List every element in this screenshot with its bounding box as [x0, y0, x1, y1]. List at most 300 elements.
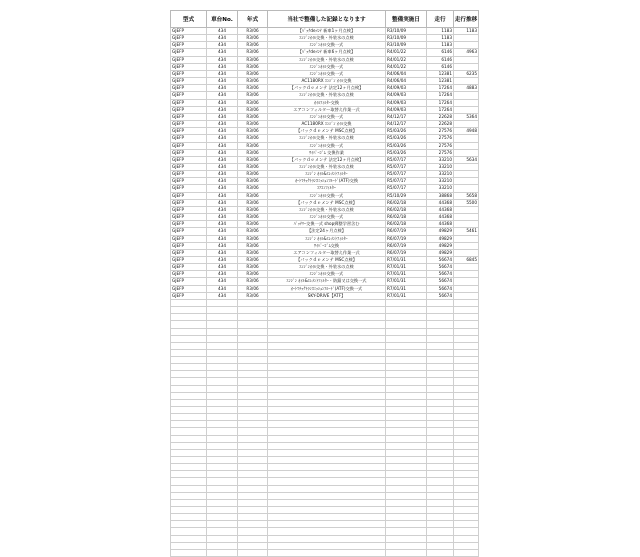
cell-description: ｴｱｺﾝﾌｨﾙﾀｰ [268, 185, 386, 192]
cell-chassis-no [207, 478, 238, 485]
cell-model [171, 314, 207, 321]
maintenance-record-sheet [170, 10, 478, 557]
cell-mileage-change: 6235 [454, 70, 479, 77]
cell-date [386, 335, 427, 342]
empty-row [171, 407, 479, 414]
cell-description: ｴﾝｼﾞﾝｵｲﾙ交換一式 [268, 214, 386, 221]
cell-model-year: R3/06 [238, 28, 268, 35]
cell-description [268, 299, 386, 306]
table-row [171, 99, 479, 106]
header-model-year: 年式 [238, 11, 268, 28]
cell-description [268, 478, 386, 485]
cell-mileage: 27576 [427, 142, 454, 149]
cell-model-year: R3/06 [238, 142, 268, 149]
table-row [171, 42, 479, 49]
cell-chassis-no [207, 414, 238, 421]
empty-row [171, 485, 479, 492]
cell-date [386, 435, 427, 442]
cell-model: GJEFP [171, 121, 207, 128]
table-row [171, 28, 479, 35]
cell-model [171, 342, 207, 349]
cell-model-year [238, 492, 268, 499]
cell-chassis-no [207, 321, 238, 328]
cell-mileage [427, 342, 454, 349]
cell-date: R5/07/17 [386, 185, 427, 192]
cell-description: SKY-DRIVE【ATF】 [268, 292, 386, 299]
cell-description: ｴﾝｼﾞﾝｵｲﾙ交換一式 [268, 113, 386, 120]
cell-mileage-change [454, 514, 479, 521]
cell-chassis-no [207, 299, 238, 306]
cell-model [171, 449, 207, 456]
cell-mileage-change [454, 399, 479, 406]
empty-row [171, 299, 479, 306]
cell-date: R6/02/18 [386, 214, 427, 221]
cell-model-year [238, 535, 268, 542]
cell-chassis-no: 434 [207, 271, 238, 278]
cell-date: R7/01/31 [386, 257, 427, 264]
cell-mileage [427, 321, 454, 328]
cell-model-year [238, 392, 268, 399]
cell-description: ｴﾝｼﾞﾝｵｲﾙ交換・外装水の点検 [268, 135, 386, 142]
cell-model-year [238, 421, 268, 428]
table-row [171, 128, 479, 135]
cell-model [171, 478, 207, 485]
header-mileage-change: 走行推移 [454, 11, 479, 28]
cell-date [386, 307, 427, 314]
cell-mileage-change [454, 385, 479, 392]
cell-description [268, 492, 386, 499]
cell-chassis-no: 434 [207, 214, 238, 221]
cell-model [171, 549, 207, 556]
cell-model [171, 414, 207, 421]
cell-mileage [427, 435, 454, 442]
table-row [171, 63, 479, 70]
table-row [171, 178, 479, 185]
cell-mileage [427, 335, 454, 342]
table-row [171, 228, 479, 235]
cell-description [268, 392, 386, 399]
cell-model [171, 507, 207, 514]
table-row [171, 78, 479, 85]
cell-description: ｴﾝｼﾞﾝｵｲﾙ交換・外装水の点検 [268, 35, 386, 42]
cell-mileage [427, 507, 454, 514]
cell-chassis-no: 434 [207, 292, 238, 299]
cell-chassis-no [207, 485, 238, 492]
cell-model: GJEFP [171, 278, 207, 285]
cell-model-year [238, 357, 268, 364]
cell-mileage [427, 392, 454, 399]
table-row [171, 142, 479, 149]
empty-row [171, 507, 479, 514]
cell-model [171, 392, 207, 399]
cell-date: R4/01/22 [386, 49, 427, 56]
cell-model-year: R3/06 [238, 106, 268, 113]
cell-mileage: 17264 [427, 92, 454, 99]
header-model: 型式 [171, 11, 207, 28]
cell-mileage-change [454, 242, 479, 249]
cell-model: GJEFP [171, 185, 207, 192]
cell-model-year: R3/06 [238, 92, 268, 99]
cell-mileage: 49829 [427, 228, 454, 235]
cell-mileage-change [454, 264, 479, 271]
cell-mileage: 44368 [427, 221, 454, 228]
cell-model: GJEFP [171, 35, 207, 42]
cell-mileage-change [454, 528, 479, 535]
cell-date [386, 535, 427, 542]
cell-description: ｴﾝｼﾞﾝｵｲﾙ交換・外装水の点検 [268, 264, 386, 271]
cell-chassis-no: 434 [207, 163, 238, 170]
cell-description [268, 371, 386, 378]
cell-date: R3/10/09 [386, 28, 427, 35]
cell-date: R4/01/22 [386, 56, 427, 63]
cell-model-year [238, 342, 268, 349]
cell-chassis-no [207, 407, 238, 414]
cell-mileage-change [454, 92, 479, 99]
cell-description [268, 514, 386, 521]
cell-chassis-no [207, 507, 238, 514]
cell-mileage-change [454, 435, 479, 442]
cell-model-year [238, 521, 268, 528]
cell-model-year [238, 528, 268, 535]
cell-mileage-change [454, 285, 479, 292]
cell-mileage-change [454, 492, 479, 499]
cell-mileage [427, 357, 454, 364]
cell-chassis-no [207, 435, 238, 442]
cell-mileage-change [454, 206, 479, 213]
empty-row [171, 321, 479, 328]
cell-mileage-change [454, 63, 479, 70]
cell-mileage: 27576 [427, 128, 454, 135]
cell-mileage-change [454, 221, 479, 228]
empty-row [171, 471, 479, 478]
cell-mileage-change [454, 485, 479, 492]
cell-mileage [427, 499, 454, 506]
cell-mileage: 56674 [427, 271, 454, 278]
empty-row [171, 371, 479, 378]
cell-mileage [427, 542, 454, 549]
cell-mileage-change [454, 371, 479, 378]
cell-model-year [238, 542, 268, 549]
cell-model-year: R3/06 [238, 113, 268, 120]
table-row [171, 171, 479, 178]
cell-model [171, 357, 207, 364]
cell-mileage-change: 5364 [454, 113, 479, 120]
cell-chassis-no [207, 385, 238, 392]
cell-chassis-no: 434 [207, 249, 238, 256]
cell-description: AC1180RX ｴﾝｼﾞﾝ ｵｲﾙ交換 [268, 78, 386, 85]
cell-chassis-no [207, 442, 238, 449]
cell-model-year: R3/06 [238, 56, 268, 63]
cell-mileage: 22628 [427, 113, 454, 120]
cell-date [386, 428, 427, 435]
cell-mileage: 27576 [427, 135, 454, 142]
cell-model: GJEFP [171, 56, 207, 63]
empty-row [171, 499, 479, 506]
cell-model: GJEFP [171, 78, 207, 85]
cell-date: R7/01/31 [386, 278, 427, 285]
cell-model-year: R3/06 [238, 78, 268, 85]
cell-chassis-no [207, 392, 238, 399]
table-row [171, 35, 479, 42]
cell-chassis-no: 434 [207, 92, 238, 99]
cell-model: GJEFP [171, 228, 207, 235]
cell-mileage: 56674 [427, 285, 454, 292]
table-row [171, 192, 479, 199]
cell-mileage-change [454, 471, 479, 478]
cell-mileage [427, 385, 454, 392]
cell-model: GJEFP [171, 171, 207, 178]
cell-date: R6/07/19 [386, 249, 427, 256]
cell-model [171, 485, 207, 492]
cell-chassis-no: 434 [207, 128, 238, 135]
cell-date [386, 471, 427, 478]
cell-mileage: 33210 [427, 178, 454, 185]
cell-date [386, 542, 427, 549]
cell-date [386, 485, 427, 492]
table-row [171, 221, 479, 228]
cell-description [268, 414, 386, 421]
cell-date: R6/07/19 [386, 242, 427, 249]
cell-model [171, 321, 207, 328]
cell-model-year [238, 471, 268, 478]
cell-chassis-no: 434 [207, 49, 238, 56]
empty-row [171, 435, 479, 442]
cell-date [386, 478, 427, 485]
table-row [171, 121, 479, 128]
empty-row [171, 521, 479, 528]
cell-date: R6/02/18 [386, 221, 427, 228]
cell-chassis-no: 434 [207, 149, 238, 156]
cell-mileage [427, 299, 454, 306]
cell-model: GJEFP [171, 199, 207, 206]
cell-chassis-no [207, 492, 238, 499]
cell-mileage-change [454, 464, 479, 471]
cell-date: R5/07/17 [386, 163, 427, 170]
cell-model: GJEFP [171, 264, 207, 271]
cell-date: R6/02/18 [386, 206, 427, 213]
cell-chassis-no: 434 [207, 221, 238, 228]
cell-description: ｵｰﾄﾏﾁｯｸﾄﾗﾝｽﾐｯｼｮﾝﾌﾙｰﾄﾞ(ATF)交換一式 [268, 285, 386, 292]
cell-model-year [238, 399, 268, 406]
cell-mileage-change [454, 521, 479, 528]
empty-row [171, 457, 479, 464]
cell-date [386, 449, 427, 456]
cell-description [268, 364, 386, 371]
cell-mileage-change: 1183 [454, 28, 479, 35]
cell-mileage [427, 471, 454, 478]
cell-chassis-no [207, 535, 238, 542]
cell-mileage-change [454, 149, 479, 156]
cell-chassis-no: 434 [207, 257, 238, 264]
empty-row [171, 385, 479, 392]
cell-date: R4/01/22 [386, 63, 427, 70]
cell-description: ﾜｲﾊﾟｰｺﾞﾑ交換 [268, 242, 386, 249]
cell-model: GJEFP [171, 135, 207, 142]
cell-date: R3/10/09 [386, 35, 427, 42]
cell-chassis-no: 434 [207, 199, 238, 206]
table-row [171, 113, 479, 120]
cell-mileage: 22628 [427, 121, 454, 128]
cell-mileage [427, 442, 454, 449]
cell-description: ｴﾝｼﾞﾝｵｲﾙ交換一式 [268, 192, 386, 199]
empty-row [171, 492, 479, 499]
cell-mileage: 1183 [427, 28, 454, 35]
cell-description [268, 499, 386, 506]
cell-mileage [427, 371, 454, 378]
empty-row [171, 349, 479, 356]
cell-description [268, 528, 386, 535]
cell-date [386, 457, 427, 464]
cell-mileage-change [454, 428, 479, 435]
table-body [171, 28, 479, 557]
cell-chassis-no: 434 [207, 85, 238, 92]
cell-model-year [238, 299, 268, 306]
cell-description: ｴﾝｼﾞﾝ ｵｲﾙ&ｴﾚﾒﾝﾄﾌｨﾙﾀｰ [268, 235, 386, 242]
cell-model-year: R3/06 [238, 149, 268, 156]
cell-chassis-no: 434 [207, 178, 238, 185]
cell-chassis-no [207, 499, 238, 506]
cell-description: ｵｲﾙﾌｨﾙﾀｰ交換 [268, 99, 386, 106]
cell-description: 【パックｄｅメンテ MSC点検】 [268, 257, 386, 264]
table-row [171, 214, 479, 221]
cell-chassis-no: 434 [207, 235, 238, 242]
cell-mileage: 44368 [427, 214, 454, 221]
cell-mileage-change [454, 185, 479, 192]
cell-model-year [238, 499, 268, 506]
cell-date [386, 414, 427, 421]
cell-mileage: 56674 [427, 292, 454, 299]
cell-mileage-change [454, 307, 479, 314]
cell-model-year: R3/06 [238, 285, 268, 292]
empty-row [171, 314, 479, 321]
cell-mileage-change [454, 142, 479, 149]
cell-model: GJEFP [171, 128, 207, 135]
cell-description: ｴﾝｼﾞﾝ ｵｲﾙ&ｴﾚﾒﾝﾄﾌｨﾙﾀｰ・防錆又は交換一式 [268, 278, 386, 285]
empty-row [171, 478, 479, 485]
cell-model: GJEFP [171, 142, 207, 149]
cell-mileage [427, 314, 454, 321]
cell-mileage-change [454, 271, 479, 278]
cell-model [171, 471, 207, 478]
cell-chassis-no [207, 542, 238, 549]
cell-mileage [427, 521, 454, 528]
cell-mileage-change [454, 314, 479, 321]
empty-row [171, 442, 479, 449]
cell-chassis-no [207, 514, 238, 521]
cell-chassis-no: 434 [207, 106, 238, 113]
cell-description [268, 471, 386, 478]
cell-model [171, 464, 207, 471]
cell-description [268, 421, 386, 428]
cell-model [171, 428, 207, 435]
table-row [171, 85, 479, 92]
cell-chassis-no [207, 549, 238, 556]
cell-chassis-no: 434 [207, 192, 238, 199]
header-service-description: 当社で整備した記録となります [268, 11, 386, 28]
cell-description: エアコンフィルター取替え作業一式 [268, 106, 386, 113]
cell-mileage [427, 449, 454, 456]
empty-row [171, 364, 479, 371]
cell-model: GJEFP [171, 113, 207, 120]
cell-date [386, 492, 427, 499]
cell-model-year: R3/06 [238, 163, 268, 170]
cell-description: 【ﾊﾟｯｸdeﾒﾝﾃ 新車6ヶ月点検】 [268, 49, 386, 56]
cell-mileage-change: 6845 [454, 257, 479, 264]
table-row [171, 149, 479, 156]
cell-mileage: 1183 [427, 35, 454, 42]
cell-description [268, 507, 386, 514]
cell-model [171, 399, 207, 406]
cell-mileage [427, 485, 454, 492]
cell-mileage-change [454, 357, 479, 364]
cell-date [386, 321, 427, 328]
cell-model: GJEFP [171, 235, 207, 242]
cell-model-year [238, 485, 268, 492]
cell-description: 【パックｄｅメンテ MSC点検】 [268, 128, 386, 135]
cell-mileage-change [454, 407, 479, 414]
cell-chassis-no [207, 349, 238, 356]
table-row [171, 242, 479, 249]
cell-model-year: R3/06 [238, 235, 268, 242]
cell-mileage [427, 364, 454, 371]
cell-model: GJEFP [171, 49, 207, 56]
cell-model: GJEFP [171, 106, 207, 113]
cell-chassis-no: 434 [207, 35, 238, 42]
cell-date: R5/03/26 [386, 142, 427, 149]
cell-model: GJEFP [171, 156, 207, 163]
cell-model [171, 435, 207, 442]
cell-mileage [427, 421, 454, 428]
cell-model-year: R3/06 [238, 99, 268, 106]
cell-description [268, 385, 386, 392]
cell-model-year: R3/06 [238, 63, 268, 70]
empty-row [171, 414, 479, 421]
table-row [171, 92, 479, 99]
cell-mileage: 56674 [427, 257, 454, 264]
empty-row [171, 549, 479, 556]
cell-mileage-change [454, 235, 479, 242]
cell-chassis-no: 434 [207, 228, 238, 235]
cell-mileage: 49829 [427, 249, 454, 256]
cell-model-year [238, 371, 268, 378]
table-row [171, 285, 479, 292]
cell-model-year: R3/06 [238, 278, 268, 285]
cell-date [386, 299, 427, 306]
cell-description: ｴﾝｼﾞﾝｵｲﾙ交換一式 [268, 42, 386, 49]
cell-model: GJEFP [171, 271, 207, 278]
cell-mileage-change [454, 342, 479, 349]
cell-date [386, 442, 427, 449]
cell-model: GJEFP [171, 63, 207, 70]
cell-model [171, 385, 207, 392]
cell-model-year [238, 314, 268, 321]
cell-chassis-no [207, 528, 238, 535]
cell-description: ｵｰﾄﾏﾁｯｸﾄﾗﾝｽﾐｯｼｮﾝﾌﾙｰﾄﾞ(ATF)交換 [268, 178, 386, 185]
cell-model [171, 378, 207, 385]
table-row [171, 199, 479, 206]
cell-mileage-change [454, 35, 479, 42]
cell-description: ｴﾝｼﾞﾝｵｲﾙ交換・外装水の点検 [268, 56, 386, 63]
empty-row [171, 421, 479, 428]
cell-description: ﾜｲﾊﾟｰｺﾞﾑ 交換作業 [268, 149, 386, 156]
cell-mileage [427, 549, 454, 556]
cell-model-year [238, 378, 268, 385]
empty-row [171, 449, 479, 456]
cell-description: エアコンフィルター取替え作業一式 [268, 249, 386, 256]
cell-model-year [238, 457, 268, 464]
table-row [171, 264, 479, 271]
cell-chassis-no [207, 471, 238, 478]
